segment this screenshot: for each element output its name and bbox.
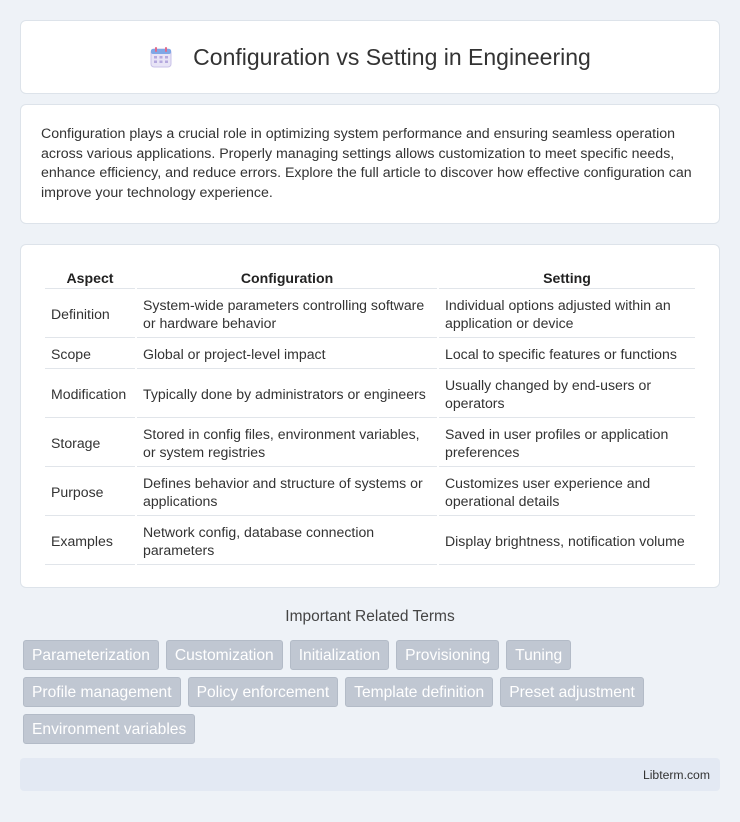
table-row xyxy=(45,340,695,369)
related-terms-list xyxy=(23,640,723,751)
related-term-tag[interactable]: Provisioning xyxy=(396,640,499,670)
cell-configuration: Stored in config files, environment variables, or system registries xyxy=(137,420,437,467)
related-term-tag[interactable]: Profile management xyxy=(23,677,181,707)
cell-setting: Individual options adjusted within an application or device xyxy=(439,291,695,338)
related-term-tag[interactable]: Initialization xyxy=(290,640,389,670)
table-row xyxy=(45,420,695,467)
table-header-row xyxy=(45,267,695,289)
comparison-table xyxy=(43,265,697,567)
cell-configuration: Global or project-level impact xyxy=(137,340,437,369)
intro-paragraph: Configuration plays a crucial role in optimizing system performance and ensuring seamless operation across various applications. Properly managing settings allows customization to meet specific needs, enhance efficiency, and reduce errors. Explore the full article to discover how effective configuration can improve your technology experience. xyxy=(41,126,692,201)
cell-setting: Customizes user experience and operational details xyxy=(439,469,695,516)
table-row xyxy=(45,371,695,418)
cell-configuration: System-wide parameters controlling software or hardware behavior xyxy=(137,291,437,338)
intro-card xyxy=(20,104,720,224)
related-term-tag[interactable]: Policy enforcement xyxy=(188,677,339,707)
related-term-tag[interactable]: Environment variables xyxy=(23,714,195,744)
related-term-tag[interactable]: Tuning xyxy=(506,640,571,670)
cell-aspect: Modification xyxy=(45,371,135,418)
table-row xyxy=(45,469,695,516)
footer xyxy=(20,758,720,791)
footer-site-link[interactable]: Libterm.com xyxy=(642,767,710,782)
related-terms-title: Important Related Terms xyxy=(285,608,455,625)
table-row xyxy=(45,291,695,338)
header-card xyxy=(20,20,720,94)
cell-setting: Saved in user profiles or application preferences xyxy=(439,420,695,467)
header-setting: Setting xyxy=(439,267,695,289)
cell-setting: Local to specific features or functions xyxy=(439,340,695,369)
related-term-tag[interactable]: Preset adjustment xyxy=(500,677,644,707)
comparison-table-card xyxy=(20,244,720,588)
cell-configuration: Typically done by administrators or engineers xyxy=(137,371,437,418)
cell-aspect: Examples xyxy=(45,518,135,565)
page-title: Configuration vs Setting in Engineering xyxy=(193,43,591,70)
calendar-icon xyxy=(149,45,173,69)
related-term-tag[interactable]: Parameterization xyxy=(23,640,159,670)
table-row xyxy=(45,518,695,565)
cell-aspect: Purpose xyxy=(45,469,135,516)
cell-setting: Display brightness, notification volume xyxy=(439,518,695,565)
related-term-tag[interactable]: Template definition xyxy=(345,677,493,707)
header-aspect: Aspect xyxy=(45,267,135,289)
header-configuration: Configuration xyxy=(137,267,437,289)
cell-setting: Usually changed by end-users or operators xyxy=(439,371,695,418)
cell-aspect: Storage xyxy=(45,420,135,467)
cell-aspect: Definition xyxy=(45,291,135,338)
cell-configuration: Network config, database connection parameters xyxy=(137,518,437,565)
cell-aspect: Scope xyxy=(45,340,135,369)
related-term-tag[interactable]: Customization xyxy=(166,640,283,670)
cell-configuration: Defines behavior and structure of systems or applications xyxy=(137,469,437,516)
